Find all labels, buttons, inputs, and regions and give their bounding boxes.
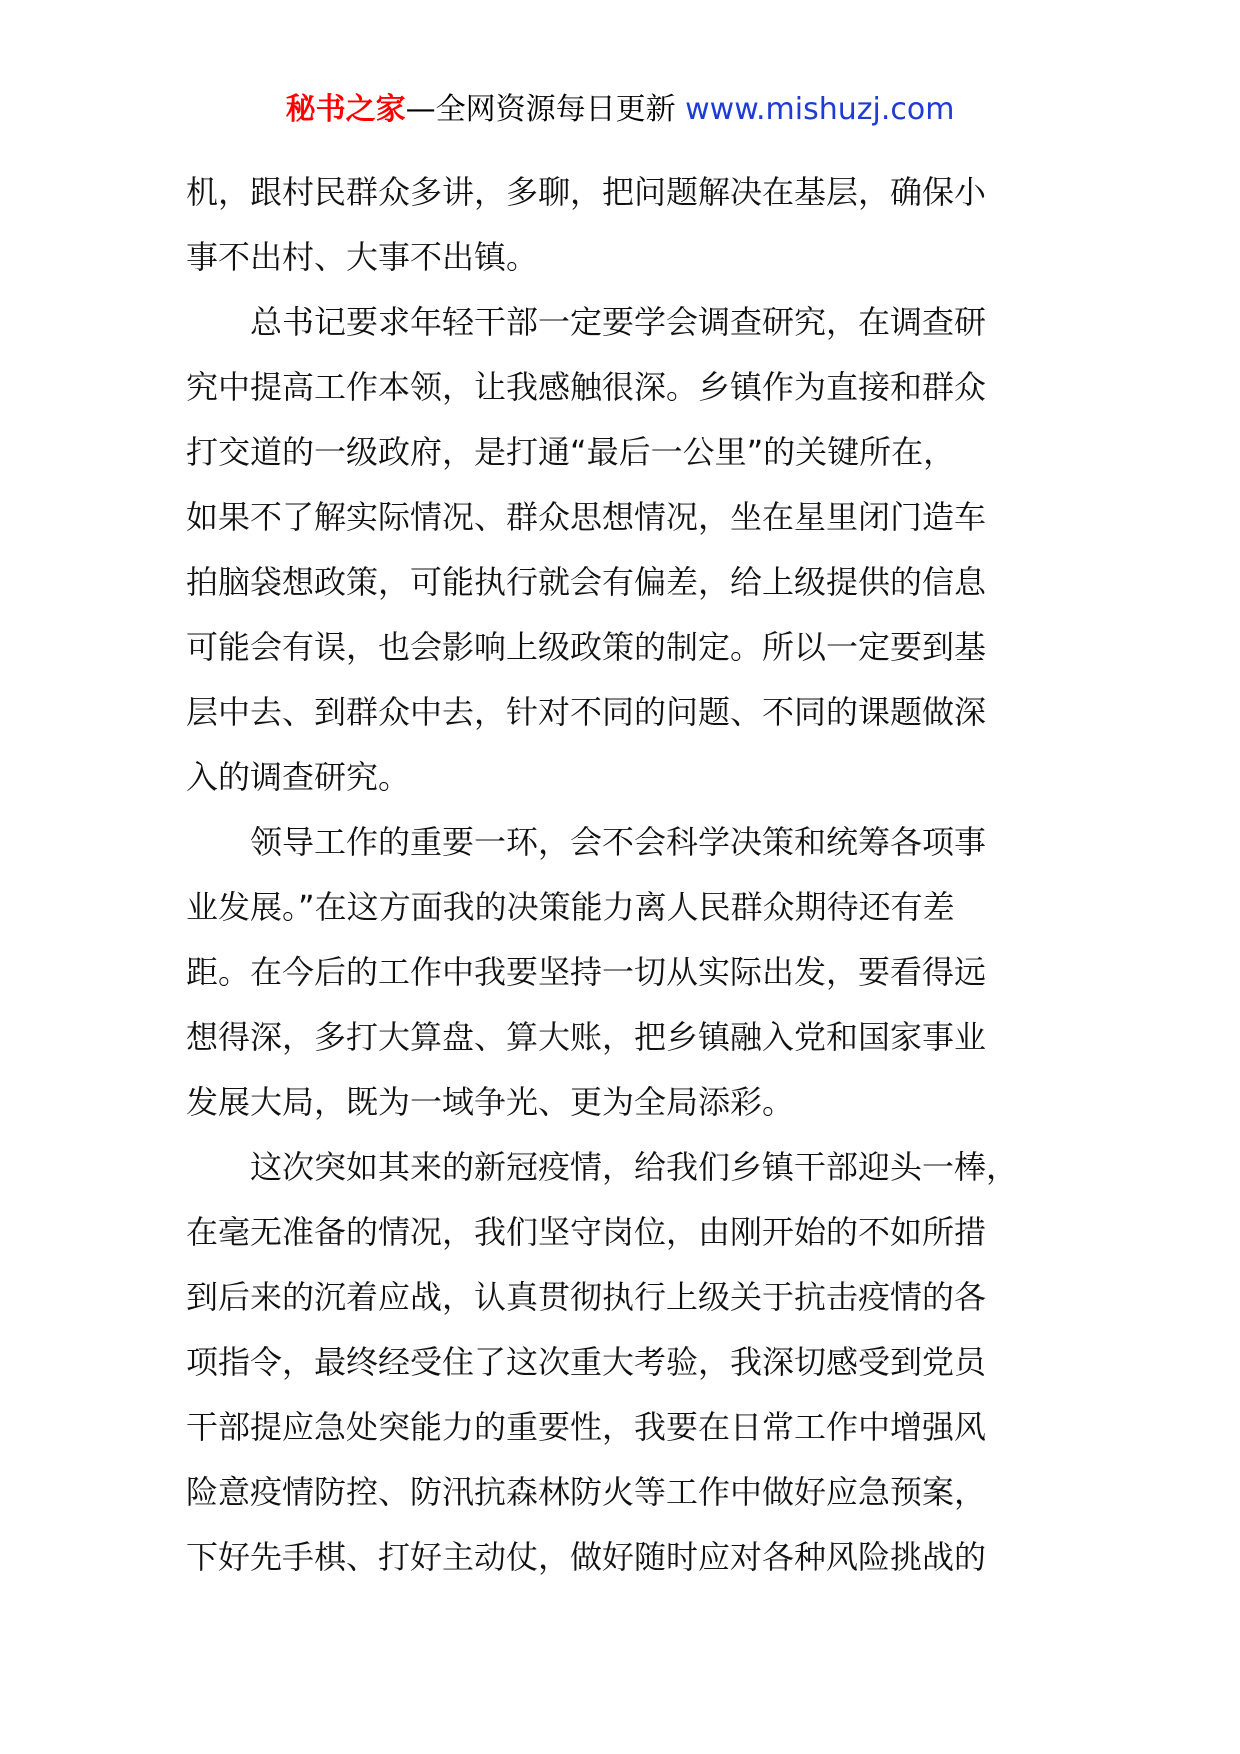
site-brand: 秘书之家 — [285, 92, 406, 127]
text-line: 事不出村、大事不出镇。 — [186, 238, 539, 276]
text-line: 在毫无准备的情况，我们坚守岗位，由刚开始的不如所措 — [186, 1213, 987, 1251]
text-line: 领导工作的重要一环，会不会科学决策和统筹各项事 — [186, 823, 987, 861]
text-line: 业发展。”在这方面我的决策能力离人民群众期待还有差 — [186, 888, 955, 926]
text-line: 拍脑袋想政策，可能执行就会有偏差，给上级提供的信息 — [186, 563, 987, 601]
text-line: 可能会有误，也会影响上级政策的制定。所以一定要到基 — [186, 628, 987, 666]
text-line: 险意疫情防控、防汛抗森林防火等工作中做好应急预案， — [186, 1473, 987, 1511]
text-line: 到后来的沉着应战，认真贯彻执行上级关于抗击疫情的各 — [186, 1278, 987, 1316]
text-line: 机，跟村民群众多讲，多聊，把问题解决在基层，确保小 — [186, 173, 987, 211]
text-line: 干部提应急处突能力的重要性，我要在日常工作中增强风 — [186, 1408, 987, 1446]
text-line: 打交道的一级政府，是打通“最后一公里”的关键所在， — [186, 433, 956, 471]
site-slogan: —全网资源每日更新 — [405, 92, 676, 127]
text-line: 入的调查研究。 — [186, 758, 411, 796]
text-line: 想得深，多打大算盘、算大账，把乡镇融入党和国家事业 — [186, 1018, 987, 1056]
page-header — [0, 88, 1240, 132]
text-line: 总书记要求年轻干部一定要学会调查研究，在调查研 — [186, 303, 987, 341]
text-line: 发展大局，既为一域争光、更为全局添彩。 — [186, 1083, 795, 1121]
text-line: 这次突如其来的新冠疫情，给我们乡镇干部迎头一棒， — [186, 1148, 1019, 1186]
site-url[interactable]: www.mishuzj.com — [685, 92, 955, 127]
text-line: 究中提高工作本领，让我感触很深。乡镇作为直接和群众 — [186, 368, 987, 406]
text-line: 下好先手棋、打好主动仗，做好随时应对各种风险挑战的 — [186, 1538, 987, 1576]
text-line: 层中去、到群众中去，针对不同的问题、不同的课题做深 — [186, 693, 987, 731]
text-line: 项指令，最终经受住了这次重大考验，我深切感受到党员 — [186, 1343, 987, 1381]
document-body — [186, 160, 1086, 1590]
text-line: 距。在今后的工作中我要坚持一切从实际出发，要看得远 — [186, 953, 987, 991]
text-line: 如果不了解实际情况、群众思想情况，坐在星里闭门造车 — [186, 498, 987, 536]
